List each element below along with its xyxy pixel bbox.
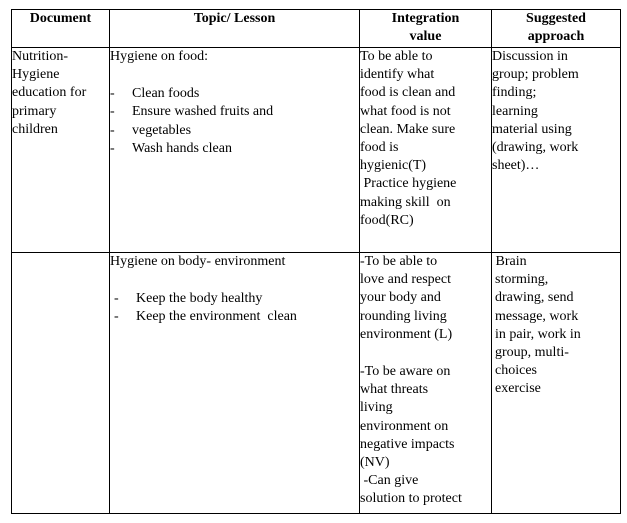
integration-line: food is clean and (360, 85, 456, 101)
table-row (12, 253, 621, 514)
topic-title: Hygiene on body- environment (110, 254, 286, 269)
integration-line: food(RC) (360, 212, 414, 228)
integration-line: love and respect (360, 272, 451, 288)
approach-line: in pair, work in (495, 326, 581, 342)
approach-line: finding; (492, 85, 537, 101)
document-line: primary (12, 103, 57, 119)
integration-line: Practice hygiene (360, 176, 457, 192)
approach-line: group, multi- (495, 345, 569, 361)
approach-line: message, work (495, 308, 579, 324)
document-line: Hygiene (12, 67, 60, 83)
integration-line: your body and (360, 290, 441, 306)
topic-cell (110, 48, 360, 253)
integration-cell (360, 48, 492, 253)
list-item: - Keep the body healthy (114, 290, 359, 308)
approach-cell (492, 48, 621, 253)
integration-line: what food is not (360, 103, 451, 119)
integration-line: living (360, 400, 393, 416)
integration-line: environment (L) (360, 326, 453, 342)
list-item: - Wash hands clean (110, 140, 359, 158)
approach-line: storming, (495, 272, 549, 288)
header-document: Document (12, 10, 110, 48)
integration-line: -To be able to (360, 254, 438, 269)
integration-line: what threats (360, 382, 429, 398)
approach-cell (492, 253, 621, 514)
document-line: Nutrition- (12, 49, 68, 64)
integration-line: identify what (360, 67, 435, 83)
topic-title: Hygiene on food: (110, 49, 208, 64)
integration-cell (360, 253, 492, 514)
list-item: - Ensure washed fruits and (110, 103, 359, 121)
integration-line: clean. Make sure (360, 121, 456, 137)
document-line: children (12, 121, 58, 137)
header-topic: Topic/ Lesson (110, 10, 360, 48)
list-item: - Clean foods (110, 85, 359, 103)
topic-cell (110, 253, 360, 514)
approach-line: drawing, send (495, 290, 574, 306)
list-item: - Keep the environment clean (114, 308, 359, 326)
integration-line: negative impacts (360, 436, 455, 452)
document-line: education for (12, 85, 87, 101)
topic-list (110, 85, 359, 158)
integration-line: hygienic(T) (360, 158, 427, 174)
lesson-table (11, 9, 621, 514)
approach-line: material using (492, 121, 572, 137)
approach-line: learning (492, 103, 538, 119)
integration-line: -Can give (360, 473, 419, 489)
approach-line: exercise (495, 381, 541, 397)
integration-line: solution to protect (360, 491, 462, 507)
header-approach: Suggested approach (492, 10, 621, 48)
approach-line: Discussion in (492, 49, 568, 64)
approach-line: Brain (492, 254, 527, 269)
integration-line: rounding living (360, 308, 447, 324)
integration-line: To be able to (360, 49, 433, 64)
list-item: - vegetables (110, 122, 359, 140)
topic-list (110, 290, 359, 326)
document-cell (12, 253, 110, 514)
header-integration: Integration value (360, 10, 492, 48)
approach-line: group; problem (492, 67, 579, 83)
integration-line: food is (360, 140, 399, 156)
integration-line: making skill on (360, 194, 451, 210)
approach-line: sheet)… (492, 158, 540, 174)
approach-line: choices (495, 363, 537, 379)
document-cell (12, 48, 110, 253)
approach-line: (drawing, work (492, 140, 579, 156)
integration-line: (NV) (360, 455, 390, 471)
header-row (12, 10, 621, 48)
integration-line: environment on (360, 418, 449, 434)
table-row (12, 48, 621, 253)
integration-line: -To be aware on (360, 364, 451, 380)
